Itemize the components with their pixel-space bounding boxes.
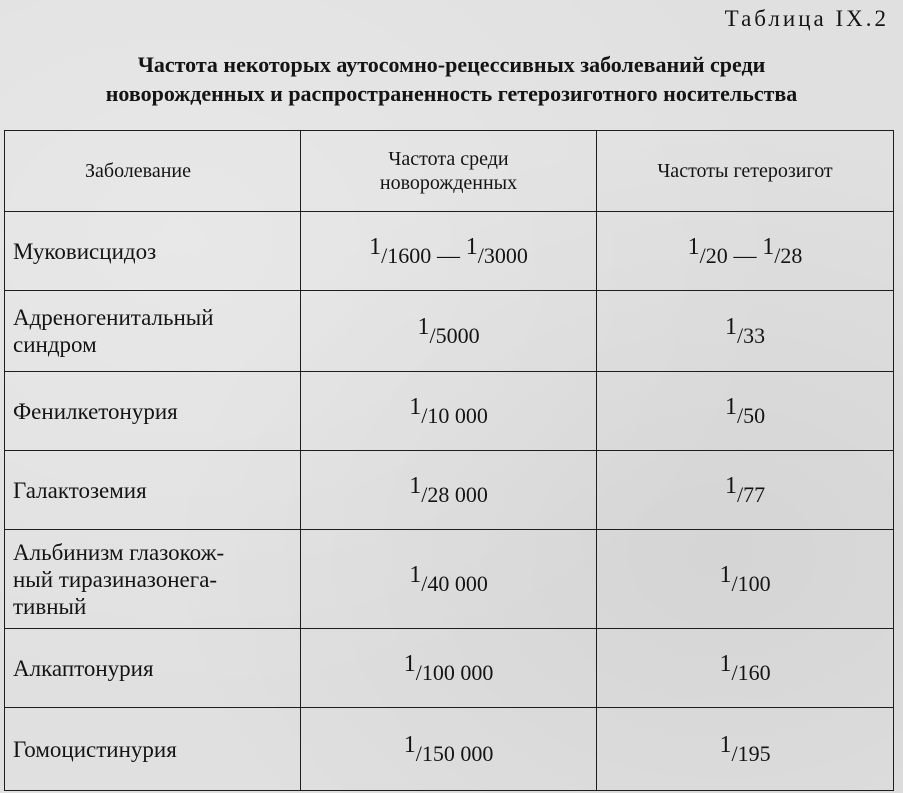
- fraction-denominator: 100 000: [421, 659, 494, 685]
- fraction-numerator: 1: [465, 233, 478, 260]
- column-header-heterozygote-frequency: Частоты гетерозигот: [597, 131, 894, 212]
- table-number: Таблица IX.2: [724, 6, 889, 31]
- fraction: [762, 233, 803, 268]
- fraction-denominator: 160: [737, 659, 771, 685]
- fraction-slash: /: [415, 740, 422, 766]
- disease-name-line: Адреногенитальный: [13, 305, 214, 330]
- table-row: [5, 708, 894, 791]
- newborn-frequency-cell: [301, 451, 597, 530]
- heterozygote-frequency-cell: [597, 372, 894, 451]
- fraction: [724, 313, 766, 348]
- fraction: [403, 731, 494, 766]
- fraction-numerator: 1: [719, 561, 732, 588]
- fraction: [687, 233, 728, 268]
- fraction: [724, 472, 766, 507]
- fraction-numerator: 1: [762, 233, 775, 260]
- fraction-numerator: 1: [403, 650, 416, 677]
- table-row: [5, 530, 894, 629]
- disease-name-line: Муковисцидоз: [13, 238, 157, 264]
- fraction-denominator: 50: [743, 402, 766, 428]
- fraction-slash: /: [731, 740, 738, 766]
- range-separator: —: [727, 242, 763, 268]
- fraction: [465, 233, 528, 268]
- disease-frequency-table: [4, 130, 894, 791]
- table-header-row: [5, 131, 894, 212]
- fraction: [409, 561, 488, 596]
- fraction-denominator: 1600: [387, 242, 432, 268]
- fraction-denominator: 33: [743, 322, 766, 348]
- table-row: [5, 629, 894, 708]
- fraction-slash: /: [736, 481, 744, 507]
- fraction-slash: /: [381, 242, 388, 268]
- fraction-numerator: 1: [409, 561, 422, 588]
- table-body: [5, 212, 894, 791]
- fraction-slash: /: [731, 570, 738, 596]
- fraction-denominator: 5000: [435, 322, 480, 348]
- fraction-denominator: 77: [743, 481, 766, 507]
- heterozygote-frequency-cell: [597, 212, 894, 291]
- fraction-numerator: 1: [719, 650, 732, 677]
- table-title: [0, 50, 903, 108]
- fraction-numerator: 1: [369, 233, 382, 260]
- fraction-slash: /: [421, 570, 428, 596]
- heterozygote-frequency-cell: [597, 530, 894, 629]
- fraction-numerator: 1: [409, 472, 422, 499]
- column-header-disease: Заболевание: [5, 131, 301, 212]
- disease-cell: [5, 629, 301, 708]
- fraction-slash: /: [421, 481, 428, 507]
- fraction-slash: /: [421, 402, 428, 428]
- fraction-numerator: 1: [719, 731, 732, 758]
- fraction-slash: /: [736, 402, 744, 428]
- fraction-slash: /: [736, 322, 744, 348]
- table-row: [5, 291, 894, 372]
- fraction-denominator: 195: [737, 740, 771, 766]
- fraction-denominator: 150 000: [421, 740, 494, 766]
- heterozygote-frequency-cell: [597, 629, 894, 708]
- newborn-frequency-cell: [301, 291, 597, 372]
- fraction-numerator: 1: [724, 393, 737, 420]
- heterozygote-frequency-cell: [597, 451, 894, 530]
- disease-cell: [5, 530, 301, 629]
- fraction-numerator: 1: [417, 313, 430, 340]
- fraction-denominator: 10 000: [427, 402, 488, 428]
- newborn-frequency-cell: [301, 530, 597, 629]
- fraction-denominator: 20: [705, 242, 728, 268]
- fraction-numerator: 1: [409, 393, 422, 420]
- disease-name-line: Гомоцистинурия: [13, 736, 177, 762]
- newborn-frequency-cell: [301, 629, 597, 708]
- newborn-frequency-cell: [301, 212, 597, 291]
- heterozygote-frequency-cell: [597, 708, 894, 791]
- fraction-slash: /: [699, 242, 706, 268]
- fraction-slash: /: [477, 242, 484, 268]
- fraction: [724, 393, 766, 428]
- fraction-denominator: 28: [780, 242, 803, 268]
- fraction: [409, 472, 488, 507]
- fraction-numerator: 1: [724, 472, 737, 499]
- fraction-denominator: 100: [737, 570, 771, 596]
- disease-name-line: синдром: [13, 332, 97, 357]
- disease-cell: [5, 372, 301, 451]
- fraction-numerator: 1: [403, 731, 416, 758]
- fraction: [409, 393, 488, 428]
- fraction-numerator: 1: [724, 313, 737, 340]
- fraction-denominator: 28 000: [427, 481, 488, 507]
- fraction: [719, 731, 771, 766]
- table-row: [5, 451, 894, 530]
- newborn-frequency-cell: [301, 372, 597, 451]
- disease-name-line: тивный: [13, 593, 87, 619]
- fraction-numerator: 1: [687, 233, 700, 260]
- table-row: [5, 212, 894, 291]
- fraction: [417, 313, 480, 348]
- disease-name-line: Альбинизм глазокож-: [13, 539, 225, 565]
- table-title-line-2: новорожденных и распространенность гетерозиготного носительства: [105, 81, 798, 106]
- disease-name-line: Алкаптонурия: [13, 655, 154, 681]
- fraction-denominator: 40 000: [427, 570, 488, 596]
- fraction-slash: /: [774, 242, 781, 268]
- table-title-line-1: Частота некоторых аутосомно-рецессивных заболеваний среди: [137, 52, 766, 77]
- newborn-frequency-cell: [301, 708, 597, 791]
- disease-name-line: Фенилкетонурия: [13, 398, 178, 424]
- heterozygote-frequency-cell: [597, 291, 894, 372]
- disease-cell: [5, 212, 301, 291]
- disease-cell: [5, 291, 301, 372]
- fraction: [719, 561, 771, 596]
- fraction: [369, 233, 432, 268]
- disease-name-line: ный тиразиназонега-: [13, 566, 218, 592]
- fraction: [719, 650, 771, 685]
- fraction-slash: /: [429, 322, 436, 348]
- fraction-slash: /: [415, 659, 422, 685]
- table-row: [5, 372, 894, 451]
- fraction-denominator: 3000: [483, 242, 528, 268]
- range-separator: —: [431, 242, 466, 268]
- fraction: [403, 650, 494, 685]
- fraction-slash: /: [731, 659, 738, 685]
- disease-name-line: Галактоземия: [13, 477, 147, 503]
- column-header-newborn-frequency: Частота среди новорожденных: [301, 131, 597, 212]
- disease-cell: [5, 451, 301, 530]
- disease-cell: [5, 708, 301, 791]
